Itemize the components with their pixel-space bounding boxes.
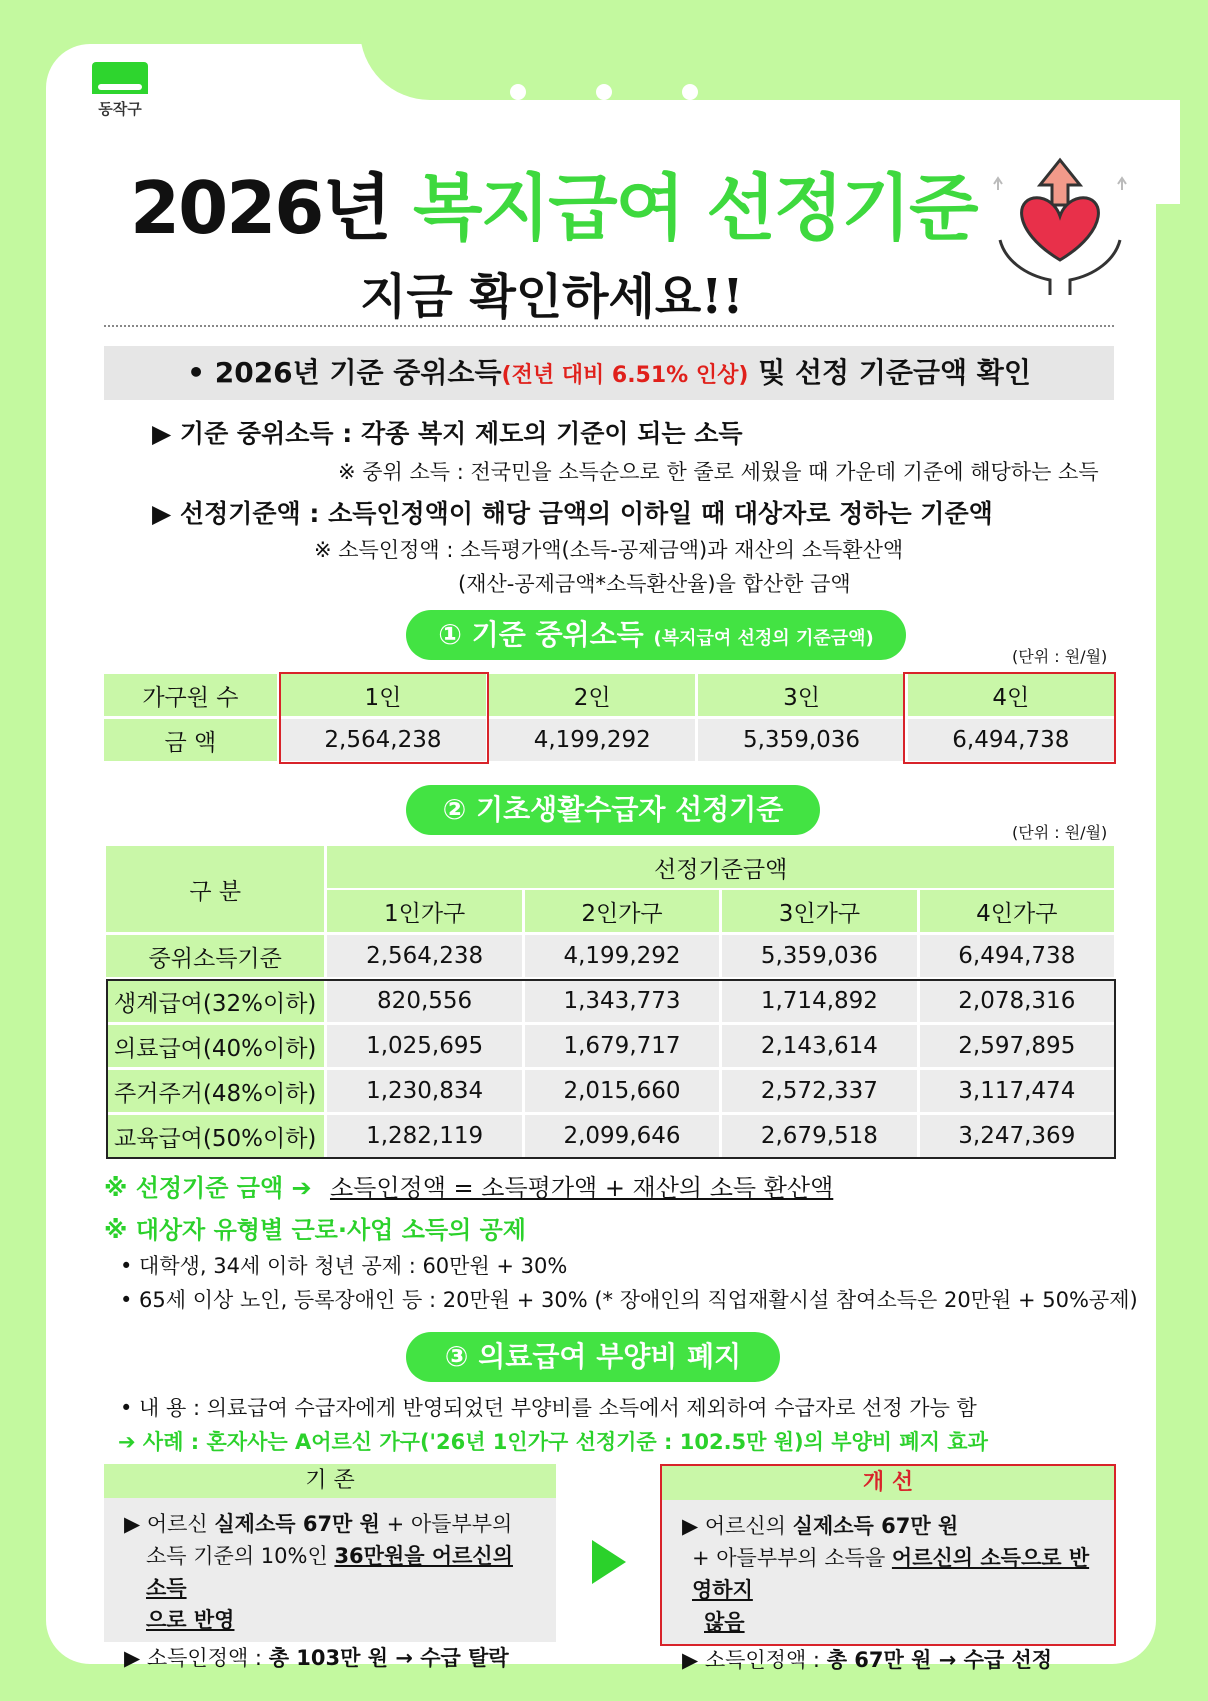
value-cell: 2,099,646	[522, 1112, 719, 1157]
note-deduction: ※ 대상자 유형별 근로·사업 소득의 공제	[104, 1216, 526, 1244]
table-row	[106, 1067, 1114, 1112]
table-row	[104, 674, 1114, 716]
note-criteria: ※ 선정기준 금액 ➔ 소득인정액 = 소득평가액 + 재산의 소득 환산액	[104, 1174, 834, 1202]
median-income-table	[104, 674, 1114, 761]
table-row	[106, 1112, 1114, 1157]
before-title: 기 존	[104, 1464, 556, 1498]
table-row	[106, 846, 1114, 890]
section3-content: • 내 용 : 의료급여 수급자에게 반영되었던 부양비를 소득에서 제외하여 수급자로 선정 가능 함	[120, 1396, 977, 1420]
page-title: 2026년 복지급여 선정기준	[130, 166, 977, 250]
dongjak-logo: 동작구	[92, 62, 148, 119]
value-cell: 5,359,036	[695, 716, 904, 761]
intro-heading: • 2026년 기준 중위소득(전년 대비 6.51% 인상) 및 선정 기준금액 확인	[104, 346, 1114, 400]
section3-pill: ③ 의료급여 부양비 폐지	[406, 1332, 780, 1382]
tab-dots	[510, 84, 698, 100]
section2-unit: (단위 : 원/월)	[1012, 823, 1108, 842]
value-cell: 4,199,292	[522, 932, 719, 977]
header-cell: 4인	[905, 674, 1114, 716]
value-cell: 1,230,834	[324, 1067, 521, 1112]
row-label: 금 액	[104, 716, 277, 761]
intro-line-2: ※ 중위 소득 : 전국민을 소득순으로 한 줄로 세웠을 때 가운데 기준에 해당하는 소득	[338, 460, 1099, 484]
value-cell: 4,199,292	[486, 716, 695, 761]
value-cell: 6,494,738	[917, 932, 1114, 977]
header-cell: 2인	[486, 674, 695, 716]
value-cell: 2,679,518	[719, 1112, 916, 1157]
divider	[104, 325, 1114, 327]
table-row	[106, 932, 1114, 977]
logo-mark-icon	[92, 62, 148, 94]
value-cell: 2,143,614	[719, 1022, 916, 1067]
value-cell: 1,282,119	[324, 1112, 521, 1157]
intro-line-5: (재산-공제금액*소득환산율)을 합산한 금액	[458, 572, 851, 596]
page-subtitle: 지금 확인하세요!!	[360, 269, 744, 325]
header-cell: 1인	[277, 674, 486, 716]
value-cell: 2,597,895	[917, 1022, 1114, 1067]
section3-example: ➔ 사례 : 혼자사는 A어르신 가구('26년 1인가구 선정기준 : 102.5만 원)의 부양비 폐지 효과	[118, 1430, 988, 1454]
recipient-criteria-table	[106, 846, 1114, 1157]
value-cell: 2,078,316	[917, 977, 1114, 1022]
value-cell: 1,714,892	[719, 977, 916, 1022]
after-panel: 개 선 ▶ 어르신의 실제소득 67만 원 + 아들부부의 소득을 어르신의 소득으로 반영하지 않음 ▶ 소득인정액 : 총 67만 원 → 수급 선정	[660, 1464, 1116, 1646]
row-label: 의료급여(40%이하)	[106, 1022, 324, 1067]
section1-unit: (단위 : 원/월)	[1012, 647, 1108, 666]
header-cell: 3인	[695, 674, 904, 716]
value-cell: 1,343,773	[522, 977, 719, 1022]
table-row	[104, 716, 1114, 761]
bullet-youth: • 대학생, 34세 이하 청년 공제 : 60만원 + 30%	[120, 1254, 568, 1278]
value-cell: 1,679,717	[522, 1022, 719, 1067]
value-cell: 3,117,474	[917, 1067, 1114, 1112]
header-cell: 4인가구	[917, 890, 1114, 932]
before-panel: 기 존 ▶ 어르신 실제소득 67만 원 + 아들부부의 소득 기준의 10%인 36만원을 어르신의 소득 으로 반영 ▶ 소득인정액 : 총 103만 원 → 수급 탈락	[104, 1464, 556, 1642]
value-cell: 2,015,660	[522, 1067, 719, 1112]
value-cell: 1,025,695	[324, 1022, 521, 1067]
group-header: 선정기준금액	[324, 846, 1114, 890]
intro-line-1: ▶ 기준 중위소득 : 각종 복지 제도의 기준이 되는 소득	[152, 419, 743, 448]
hands-heart-icon	[990, 150, 1130, 300]
header-cell: 2인가구	[522, 890, 719, 932]
section2-pill: ② 기초생활수급자 선정기준	[406, 785, 820, 835]
value-cell: 2,564,238	[277, 716, 486, 761]
value-cell: 6,494,738	[905, 716, 1114, 761]
value-cell: 2,564,238	[324, 932, 521, 977]
row-label: 교육급여(50%이하)	[106, 1112, 324, 1157]
bullet-elderly: • 65세 이상 노인, 등록장애인 등 : 20만원 + 30% (* 장애인의 직업재활시설 참여소득은 20만원 + 50%공제)	[120, 1288, 1138, 1312]
intro-line-4: ※ 소득인정액 : 소득평가액(소득-공제금액)과 재산의 소득환산액	[314, 538, 904, 562]
header-cell: 3인가구	[719, 890, 916, 932]
row-label: 가구원 수	[104, 674, 277, 716]
value-cell: 2,572,337	[719, 1067, 916, 1112]
section1-pill: ① 기준 중위소득 (복지급여 선정의 기준금액)	[406, 610, 906, 660]
value-cell: 3,247,369	[917, 1112, 1114, 1157]
table-row	[106, 977, 1114, 1022]
value-cell: 5,359,036	[719, 932, 916, 977]
row-label: 생계급여(32%이하)	[106, 977, 324, 1022]
after-title: 개 선	[662, 1466, 1114, 1500]
tab-notch	[360, 0, 1208, 100]
corner-cell: 구 분	[106, 846, 324, 932]
header-cell: 1인가구	[324, 890, 521, 932]
row-label: 주거주거(48%이하)	[106, 1067, 324, 1112]
table-row	[106, 1022, 1114, 1067]
row-label: 중위소득기준	[106, 932, 324, 977]
value-cell: 820,556	[324, 977, 521, 1022]
arrow-right-icon	[592, 1540, 626, 1584]
intro-line-3: ▶ 선정기준액 : 소득인정액이 해당 금액의 이하일 때 대상자로 정하는 기준액	[152, 499, 993, 528]
